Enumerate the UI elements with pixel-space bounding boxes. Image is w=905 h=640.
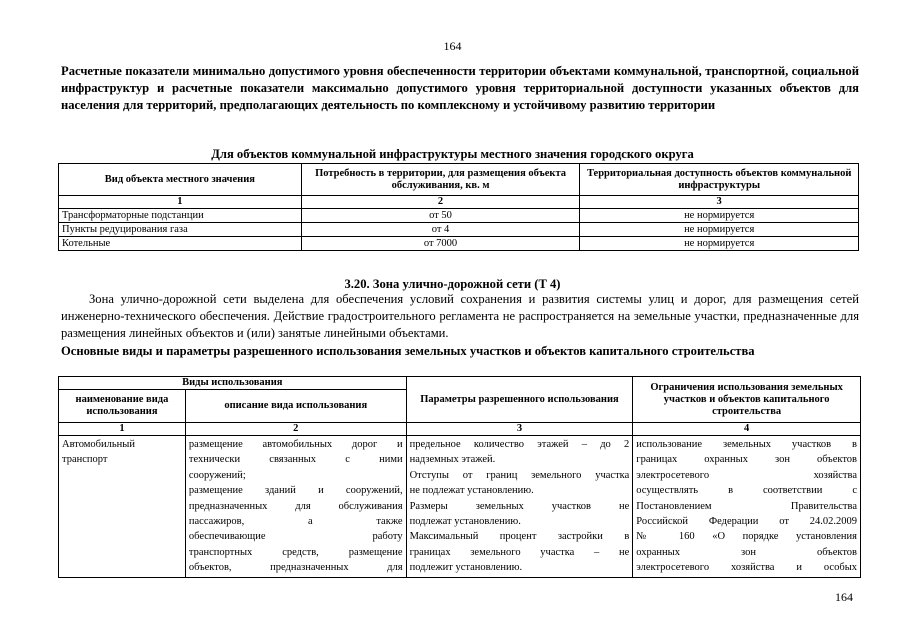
table2-header-use-description: описание вида использования — [185, 390, 406, 423]
table1-cell-accessibility: не нормируется — [580, 223, 859, 237]
text-line: обеспечивающие работу — [188, 531, 403, 543]
text-line: № 160 «О порядке установления — [636, 531, 857, 543]
text-line: электросетевого хозяйства — [636, 469, 857, 481]
text-line: Отступы от границ земельного участка — [409, 469, 630, 481]
text-line: объектов, предназначенных для — [188, 562, 403, 574]
text-line: предельное количество этажей – до 2 — [409, 439, 630, 450]
table2-cell-use-name — [59, 436, 186, 578]
table1-header-object-type: Вид объекта местного значения — [59, 164, 302, 196]
text-line: транспортных средств, размещение — [188, 546, 403, 558]
text-line: размещение автомобильных дорог и — [188, 439, 403, 450]
text-line: охранных зон объектов — [636, 546, 857, 558]
document-heading: Расчетные показатели минимально допустимого уровня обеспеченности территории объектами коммунальной, транспортной, социальной инфраструктур и расчетные показатели максимально допустимого уровня территориальной доступности указанных объектов для населения для территорий, предполагающих деятельность по комплексному и устойчивому развитию территории — [61, 64, 859, 112]
table1-header-area-need: Потребность в территории, для размещения объекта обслуживания, кв. м — [301, 164, 580, 196]
text-line: использование земельных участков в — [636, 439, 857, 450]
page-number-top: 164 — [443, 39, 462, 53]
table1-cell-area: от 50 — [301, 209, 580, 223]
text-line: не подлежат установлению. — [409, 485, 534, 497]
table2-header-restrictions: Ограничения использования земельных участков и объектов капитального строительства — [633, 377, 861, 423]
page-number-bottom: 164 — [835, 590, 853, 604]
text-line: осуществлять в соответствии с — [636, 485, 857, 497]
table1-cell-object: Котельные — [59, 237, 302, 251]
section-title: 3.20. Зона улично-дорожной сети (Т 4) — [344, 277, 561, 291]
table2-column-number: 3 — [406, 423, 633, 436]
text-line: Автомобильный — [62, 439, 135, 450]
section-paragraph: Зона улично-дорожной сети выделена для обеспечения условий сохранения и развития системы улиц и дорог, для размещения сетей инженерно-технического обеспечения. Действие градостроительного регламента не распространяется на земельные участки, предназначенные для размещения линейных объектов и (или) занятые линейными объектами. — [61, 292, 859, 340]
table1-cell-area: от 7000 — [301, 237, 580, 251]
table1-caption: Для объектов коммунальной инфраструктуры местного значения городского округа — [211, 147, 694, 161]
text-line: пассажиров, а также — [188, 516, 403, 528]
text-line: транспорт — [62, 454, 108, 466]
table2-header-use-name: наименование вида использования — [59, 390, 186, 423]
text-line: подлежат установлению. — [409, 516, 521, 528]
text-line: сооружений; — [188, 469, 246, 481]
table2-header-parameters: Параметры разрешенного использования — [406, 377, 633, 423]
table-row — [59, 223, 859, 237]
table2-cell-restrictions — [633, 436, 861, 578]
table1-cell-object: Пункты редуцирования газа — [59, 223, 302, 237]
text-line: электросетевого хозяйства и особых — [636, 562, 857, 574]
text-line: границах охранных зон объектов — [636, 454, 857, 466]
table1-column-number: 3 — [580, 196, 859, 209]
text-line: подлежит установлению. — [409, 562, 523, 574]
text-line: технически связанных с ними — [188, 454, 403, 466]
text-line: Постановлением Правительства — [636, 500, 857, 512]
text-line: границах земельного участка – не — [409, 546, 630, 558]
table2-column-number: 2 — [185, 423, 406, 436]
table1-cell-accessibility: не нормируется — [580, 209, 859, 223]
table1-cell-area: от 4 — [301, 223, 580, 237]
table1-cell-accessibility: не нормируется — [580, 237, 859, 251]
table-row — [59, 237, 859, 251]
text-line: Максимальный процент застройки в — [409, 531, 630, 543]
table2-group-header: Виды использования — [59, 377, 407, 390]
communal-infrastructure-table — [58, 163, 859, 251]
table1-column-number: 1 — [59, 196, 302, 209]
text-line: Российской Федерации от 24.02.2009 — [636, 516, 857, 528]
permitted-use-table — [58, 376, 861, 578]
table2-cell-use-description — [185, 436, 406, 578]
text-line: предназначенных для обслуживания — [188, 500, 403, 512]
table2-column-number: 4 — [633, 423, 861, 436]
section-sub-heading: Основные виды и параметры разрешенного использования земельных участков и объектов капитального строительства — [61, 344, 755, 358]
text-line: размещение зданий и сооружений, — [188, 485, 403, 497]
table2-cell-parameters — [406, 436, 633, 578]
table1-column-number: 2 — [301, 196, 580, 209]
text-line: Размеры земельных участков не — [409, 500, 630, 512]
table1-cell-object: Трансформаторные подстанции — [59, 209, 302, 223]
table1-header-accessibility: Территориальная доступность объектов коммунальной инфраструктуры — [580, 164, 859, 196]
text-line: надземных этажей. — [409, 454, 496, 466]
table-row — [59, 436, 861, 578]
table2-column-number: 1 — [59, 423, 186, 436]
table-row — [59, 209, 859, 223]
